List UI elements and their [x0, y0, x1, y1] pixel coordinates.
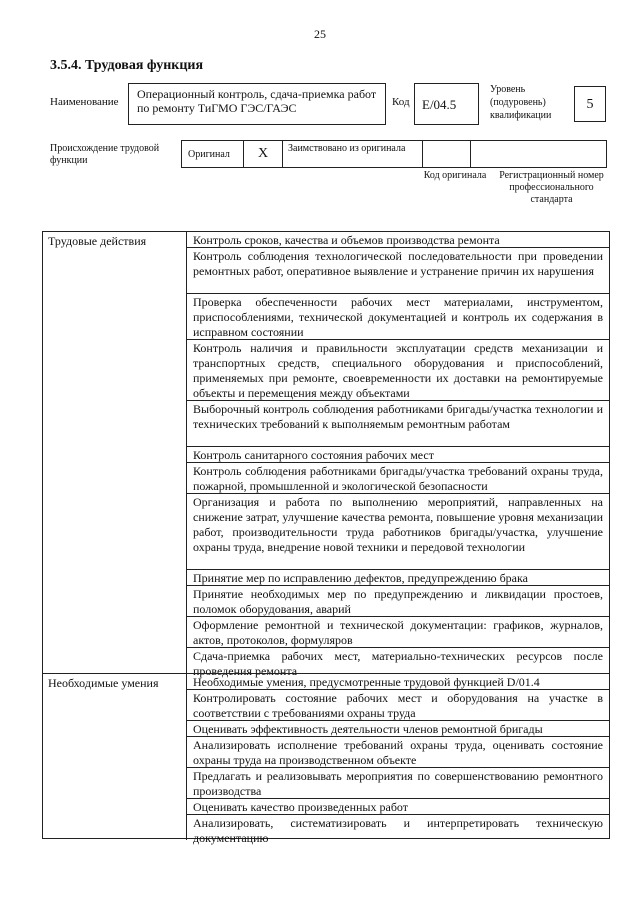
labor-actions-list: [187, 232, 609, 678]
list-item: Организация и работа по выполнению мероприятий, направленных на снижение затрат, улучшение качества ремонта, повышение уровня механизации работ, производительности труда работников бригады/участка, улучшение охраны труда, внедрение новой техники и передовой технологии: [187, 494, 609, 570]
page-number: 25: [314, 27, 326, 41]
origin-code-cell: [423, 141, 471, 167]
list-item: Контроль сроков, качества и объемов производства ремонта: [187, 232, 609, 248]
section-title: 3.5.4. Трудовая функция: [50, 58, 204, 73]
origin-label: Происхождение трудовой функции: [50, 143, 160, 166]
origin-borrowed-cell: Заимствовано из оригинала: [283, 141, 423, 167]
skills-list: [187, 674, 609, 845]
list-item: Предлагать и реализовывать мероприятия по совершенствованию ремонтного производства: [187, 768, 609, 799]
list-item: Принятие необходимых мер по предупреждению и ликвидации простоев, поломок оборудования, аварий: [187, 586, 609, 617]
list-item: Анализировать, систематизировать и интерпретировать техническую документацию: [193, 816, 603, 845]
list-item: Выборочный контроль соблюдения работниками бригады/участка технологии и технических требований к выполняемым ремонтным работам: [187, 401, 609, 447]
origin-reg-number-cell: [471, 141, 608, 167]
code-label: Код: [392, 96, 410, 108]
origin-original-cell: Оригинал: [182, 141, 244, 167]
list-item: Оформление ремонтной и технической документации: графиков, журналов, актов, протоколов, формуляров: [187, 617, 609, 648]
level-label: Уровень (подуровень) квалификации: [490, 84, 552, 121]
origin-mark-cell: X: [244, 141, 283, 167]
list-item: Принятие мер по исправлению дефектов, предупреждению брака: [187, 570, 609, 586]
origin-row: [181, 140, 607, 168]
level-field: 5: [574, 86, 606, 122]
function-table: [42, 231, 610, 845]
origin-reg-caption: Регистрационный номер профессионального стандарта: [499, 170, 604, 205]
list-item: Оценивать эффективность деятельности членов ремонтной бригады: [187, 721, 609, 737]
list-item: Контроль соблюдения работниками бригады/участка требований охраны труда, пожарной, промышленной и экологической безопасности: [187, 463, 609, 494]
list-item: Необходимые умения, предусмотренные трудовой функцией D/01.4: [187, 674, 609, 690]
list-item: Проверка обеспеченности рабочих мест материалами, инструментом, приспособлениями, технической документацией и контроль их содержания в исправном состоянии: [187, 294, 609, 340]
labor-actions-label: Трудовые действия: [43, 232, 187, 673]
function-name-field: Операционный контроль, сдача-приемка работ по ремонту ТиГМО ГЭС/ГАЭС: [128, 83, 386, 125]
list-item: Контроль соблюдения технологической последовательности при проведении ремонтных работ, оперативное выявление и устранение причин их нарушения: [187, 248, 609, 294]
list-item: Оценивать качество произведенных работ: [187, 799, 609, 815]
list-item: Контроль санитарного состояния рабочих мест: [187, 447, 609, 463]
function-code-field: E/04.5: [414, 83, 479, 125]
list-item: Анализировать исполнение требований охраны труда, оценивать состояние охраны труда на производственном объекте: [187, 737, 609, 768]
skills-label: Необходимые умения: [43, 674, 187, 840]
list-item: Сдача-приемка рабочих мест, материально-технических ресурсов после проведения ремонта: [193, 649, 603, 678]
list-item: Контролировать состояние рабочих мест и оборудования на участке в соответствии с требованиями охраны труда: [187, 690, 609, 721]
name-label: Наименование: [50, 96, 119, 108]
origin-code-caption: Код оригинала: [423, 170, 487, 181]
list-item: Контроль наличия и правильности эксплуатации средств механизации и транспортных средств, специального оборудования и приспособлений, применяемых при ремонте, своевременности их доставки на ремонтируемые объекты и перемещения между объектами: [187, 340, 609, 401]
